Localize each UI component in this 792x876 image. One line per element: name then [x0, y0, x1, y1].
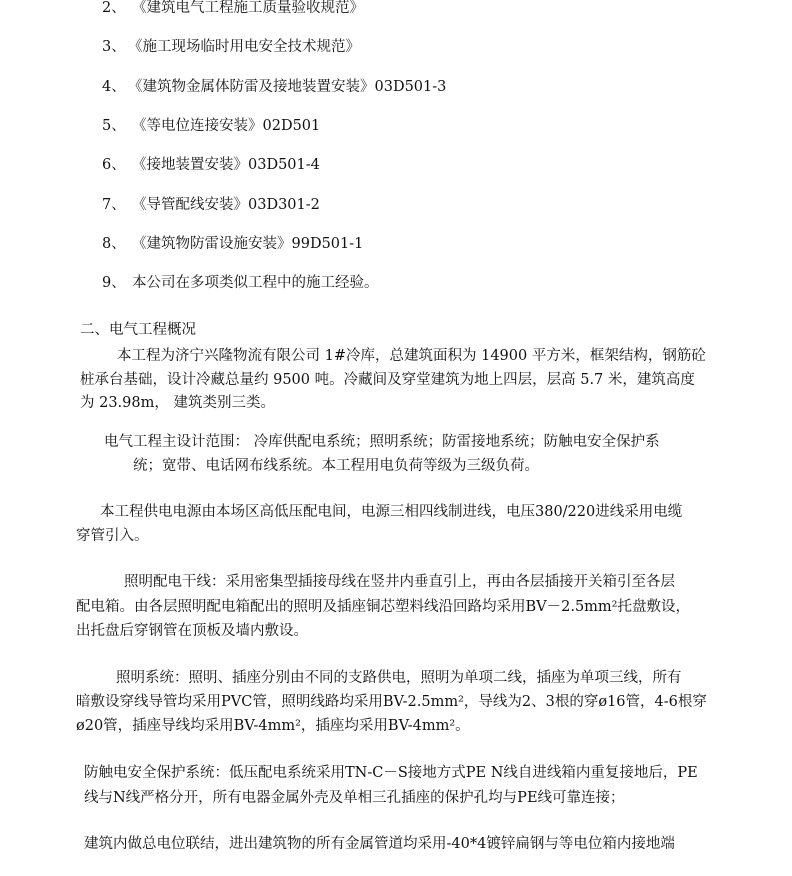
reference-text: 《建筑物防雷设施安装》99D501-1: [132, 236, 364, 252]
reference-text: 《导管配线安装》03D301-2: [132, 197, 320, 213]
paragraph-line: 防触电安全保护系统：低压配电系统采用TN-C－S接地方式PE N线自进线箱内重复接地后，PE: [84, 765, 698, 781]
paragraph-line: 统；宽带、电话网布线系统。本工程用电负荷等级为三级负荷。: [133, 458, 539, 474]
paragraph-line: 照明系统：照明、插座分别由不同的支路供电，照明为单项二线，插座为单项三线，所有: [116, 670, 682, 686]
paragraph-line: 照明配电干线：采用密集型插接母线在竖井内垂直引上，再由各层插接开关箱引至各层: [124, 574, 675, 590]
paragraph-line: ø20管，插座导线均采用BV-4mm²，插座均采用BV-4mm²。: [76, 718, 470, 734]
paragraph-line: 本工程供电电源由本场区高低压配电间，电源三相四线制进线，电压380/220进线采用电缆: [100, 504, 683, 520]
reference-number: 4、: [102, 79, 126, 95]
reference-text: 《施工现场临时用电安全技术规范》: [128, 39, 360, 55]
paragraph-line: 本工程为济宁兴隆物流有限公司 1#冷库，总建筑面积为 14900 平方米，框架结构，钢筋砼: [117, 348, 706, 364]
reference-number: 3、: [102, 39, 126, 55]
reference-item: [102, 195, 320, 215]
reference-item: [102, 273, 379, 293]
reference-number: 2、: [102, 0, 126, 16]
reference-item: [102, 37, 360, 57]
paragraph-line: 为 23.98m， 建筑类别三类。: [80, 395, 275, 411]
reference-number: 6、: [102, 157, 126, 173]
reference-text: 《接地装置安装》03D501-4: [132, 157, 320, 173]
reference-item: [102, 234, 363, 254]
reference-number: 7、: [102, 197, 126, 213]
reference-item: [102, 77, 446, 97]
paragraph-line: 线与N线严格分开，所有电器金属外壳及单相三孔插座的保护孔均与PE线可靠连接；: [84, 790, 625, 806]
paragraph-line: 桩承台基础，设计冷藏总量约 9500 吨。冷藏间及穿堂建筑为地上四层，层高 5.7 米，建筑高度: [80, 372, 695, 388]
reference-number: 9、: [102, 275, 126, 291]
paragraph-line: 配电箱。由各层照明配电箱配出的照明及插座铜芯塑料线沿回路均采用BV－2.5mm²托盘敷设，: [76, 599, 690, 615]
reference-text: 《等电位连接安装》02D501: [132, 118, 321, 134]
reference-text: 本公司在多项类似工程中的施工经验。: [132, 275, 379, 291]
reference-number: 5、: [102, 118, 126, 134]
reference-text: 《建筑物金属体防雷及接地装置安装》03D501-3: [128, 79, 447, 95]
reference-item: [102, 155, 320, 175]
paragraph-line: 电气工程主设计范围： 冷库供配电系统；照明系统；防雷接地系统；防触电安全保护系: [104, 434, 660, 450]
paragraph-line: 出托盘后穿钢管在顶板及墙内敷设。: [76, 623, 308, 639]
section-heading: 二、电气工程概况: [80, 322, 196, 338]
reference-item: [102, 0, 364, 18]
reference-text: 《建筑电气工程施工质量验收规范》: [132, 0, 364, 16]
paragraph-line: 暗敷设穿线导管均采用PVC管，照明线路均采用BV-2.5mm²，导线为2、3根的穿ø16管，4-6根穿: [76, 694, 707, 710]
paragraph-line: 穿管引入。: [76, 528, 149, 544]
reference-item: [102, 116, 320, 136]
paragraph-line: 建筑内做总电位联结，进出建筑物的所有金属管道均采用-40*4镀锌扁钢与等电位箱内接地端: [84, 836, 675, 852]
reference-number: 8、: [102, 236, 126, 252]
